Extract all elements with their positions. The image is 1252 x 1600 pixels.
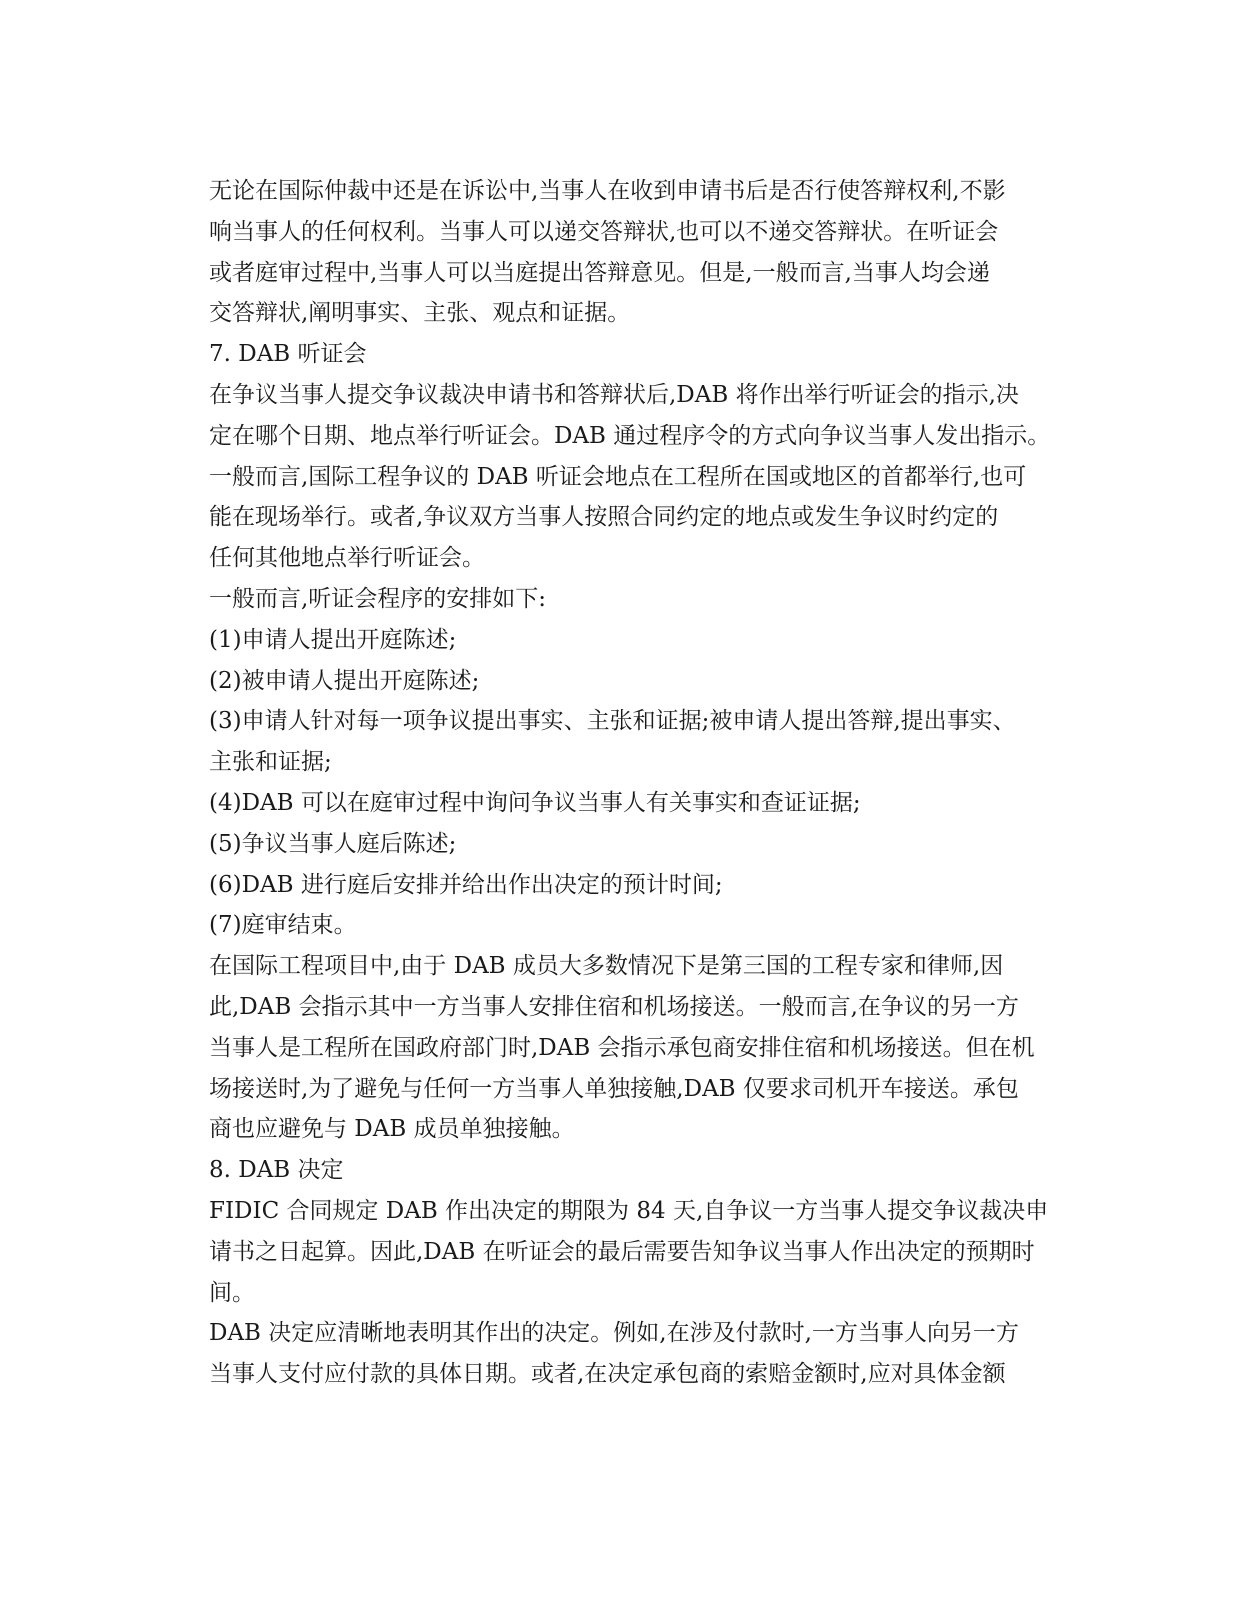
paragraph-line: 在争议当事人提交争议裁决申请书和答辩状后,DAB 将作出举行听证会的指示,决 — [209, 381, 1019, 408]
paragraph-line: FIDIC 合同规定 DAB 作出决定的期限为 84 天,自争议一方当事人提交争议裁决申 — [209, 1197, 1049, 1224]
paragraph-line: 场接送时,为了避免与任何一方当事人单独接触,DAB 仅要求司机开车接送。承包 — [209, 1075, 1019, 1102]
paragraph-line: 一般而言,国际工程争议的 DAB 听证会地点在工程所在国或地区的首都举行,也可 — [209, 463, 1027, 490]
paragraph-line: 在国际工程项目中,由于 DAB 成员大多数情况下是第三国的工程专家和律师,因 — [209, 953, 1004, 980]
paragraph-line: 间。 — [209, 1279, 255, 1306]
section-heading: 8. DAB 决定 — [209, 1157, 344, 1184]
list-item: 主张和证据; — [209, 749, 332, 776]
paragraph-line: 任何其他地点举行听证会。 — [209, 545, 485, 572]
paragraph-line: 当事人是工程所在国政府部门时,DAB 会指示承包商安排住宿和机场接送。但在机 — [209, 1034, 1035, 1061]
list-item: (6)DAB 进行庭后安排并给出作出决定的预计时间; — [209, 871, 723, 898]
body-text — [209, 171, 1051, 1395]
list-item: (3)申请人针对每一项争议提出事实、主张和证据;被申请人提出答辩,提出事实、 — [209, 708, 1016, 735]
paragraph-line: 一般而言,听证会程序的安排如下: — [209, 585, 547, 612]
section-heading: 7. DAB 听证会 — [209, 341, 367, 368]
list-item: (5)争议当事人庭后陈述; — [209, 830, 457, 857]
list-item: (7)庭审结束。 — [209, 912, 357, 939]
paragraph-line: 或者庭审过程中,当事人可以当庭提出答辩意见。但是,一般而言,当事人均会递 — [209, 259, 990, 286]
paragraph-line: 当事人支付应付款的具体日期。或者,在决定承包商的索赔金额时,应对具体金额 — [209, 1361, 1006, 1388]
paragraph-line: 定在哪个日期、地点举行听证会。DAB 通过程序令的方式向争议当事人发出指示。 — [209, 422, 1051, 449]
list-item: (4)DAB 可以在庭审过程中询问争议当事人有关事实和查证证据; — [209, 789, 861, 816]
paragraph-line: 响当事人的任何权利。当事人可以递交答辩状,也可以不递交答辩状。在听证会 — [209, 218, 999, 245]
paragraph-line: DAB 决定应清晰地表明其作出的决定。例如,在涉及付款时,一方当事人向另一方 — [209, 1320, 1019, 1347]
paragraph-line: 交答辩状,阐明事实、主张、观点和证据。 — [209, 300, 631, 327]
paragraph-line: 此,DAB 会指示其中一方当事人安排住宿和机场接送。一般而言,在争议的另一方 — [209, 993, 1019, 1020]
paragraph-line: 商也应避免与 DAB 成员单独接触。 — [209, 1116, 575, 1143]
paragraph-line: 能在现场举行。或者,争议双方当事人按照合同约定的地点或发生争议时约定的 — [209, 504, 999, 531]
list-item: (2)被申请人提出开庭陈述; — [209, 667, 480, 694]
paragraph-line: 无论在国际仲裁中还是在诉讼中,当事人在收到申请书后是否行使答辩权利,不影 — [209, 178, 1006, 204]
paragraph-line: 请书之日起算。因此,DAB 在听证会的最后需要告知争议当事人作出决定的预期时 — [209, 1238, 1035, 1265]
list-item: (1)申请人提出开庭陈述; — [209, 626, 457, 653]
